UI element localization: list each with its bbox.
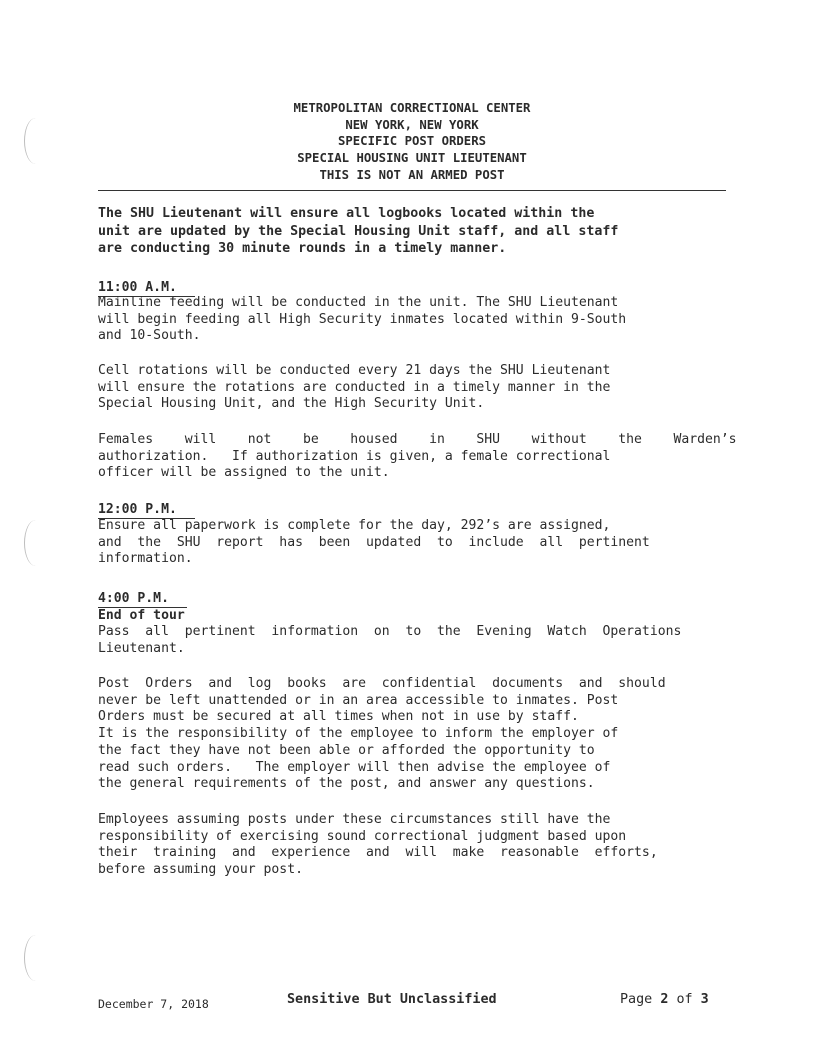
section-paragraph: Post Orders and log books are confidential documents and should never be left unattended or in an area accessible to inmates. Post Orders must be secured at all times when not in use by staff. It is the responsibility of the employee to inform the employer of the fact they have not been able or afforded the opportunity to read such orders. The employer will then advise the employee of the general requirements of the post, and answer any questions. — [98, 676, 666, 792]
intro-paragraph: The SHU Lieutenant will ensure all logbooks located within the unit are updated by the Special Housing Unit staff, and all staff are conducting 30 minute rounds in a timely manner. — [98, 206, 619, 256]
section-paragraph: Cell rotations will be conducted every 21 days the SHU Lieutenant will ensure the rotations are conducted in a timely manner in the Special Housing Unit, and the High Security Unit. — [98, 363, 611, 412]
header-location: NEW YORK, NEW YORK — [345, 117, 479, 132]
footer-classification: Sensitive But Unclassified — [287, 992, 497, 1007]
section-time-heading: 12:00 P.M. — [98, 502, 195, 519]
header-divider — [98, 190, 726, 191]
footer-date: December 7, 2018 — [98, 997, 209, 1011]
section-paragraph: Ensure all paperwork is complete for the day, 292’s are assigned, and the SHU report has been updated to include all pertinent information. — [98, 518, 650, 567]
header-institution: METROPOLITAN CORRECTIONAL CENTER — [293, 101, 531, 115]
page-total: 3 — [700, 992, 709, 1007]
footer-page-number — [620, 992, 709, 1008]
page-prefix: Page — [620, 992, 653, 1007]
section-time-heading: 11:00 A.M. — [98, 280, 195, 297]
section-paragraph: Pass all pertinent information on to the Evening Watch Operations Lieutenant. — [98, 624, 682, 656]
section-paragraph: Females will not be housed in SHU without the Warden’s authorization. If authorization is given, a female correctional officer will be assigned to the unit. — [98, 432, 737, 481]
page-current: 2 — [660, 992, 669, 1007]
section-paragraph: Employees assuming posts under these circumstances still have the responsibility of exercising sound correctional judgment based upon their training and experience and will make reasonable efforts, before assuming your post. — [98, 812, 658, 878]
header-doc-type: SPECIFIC POST ORDERS — [337, 134, 487, 149]
page-of: of — [676, 992, 693, 1007]
document-header — [98, 100, 726, 184]
punch-hole-mark — [24, 520, 47, 566]
punch-hole-mark — [24, 118, 47, 164]
header-armed-status: THIS IS NOT AN ARMED POST — [319, 167, 505, 182]
section-time-heading: 4:00 P.M. — [98, 591, 187, 608]
header-post-title: SPECIAL HOUSING UNIT LIEUTENANT — [297, 151, 527, 166]
section-subtitle: End of tour — [98, 608, 185, 623]
section-paragraph: Mainline feeding will be conducted in the unit. The SHU Lieutenant will begin feeding all High Security inmates located within 9-South and 10-South. — [98, 295, 627, 344]
punch-hole-mark — [24, 935, 47, 981]
